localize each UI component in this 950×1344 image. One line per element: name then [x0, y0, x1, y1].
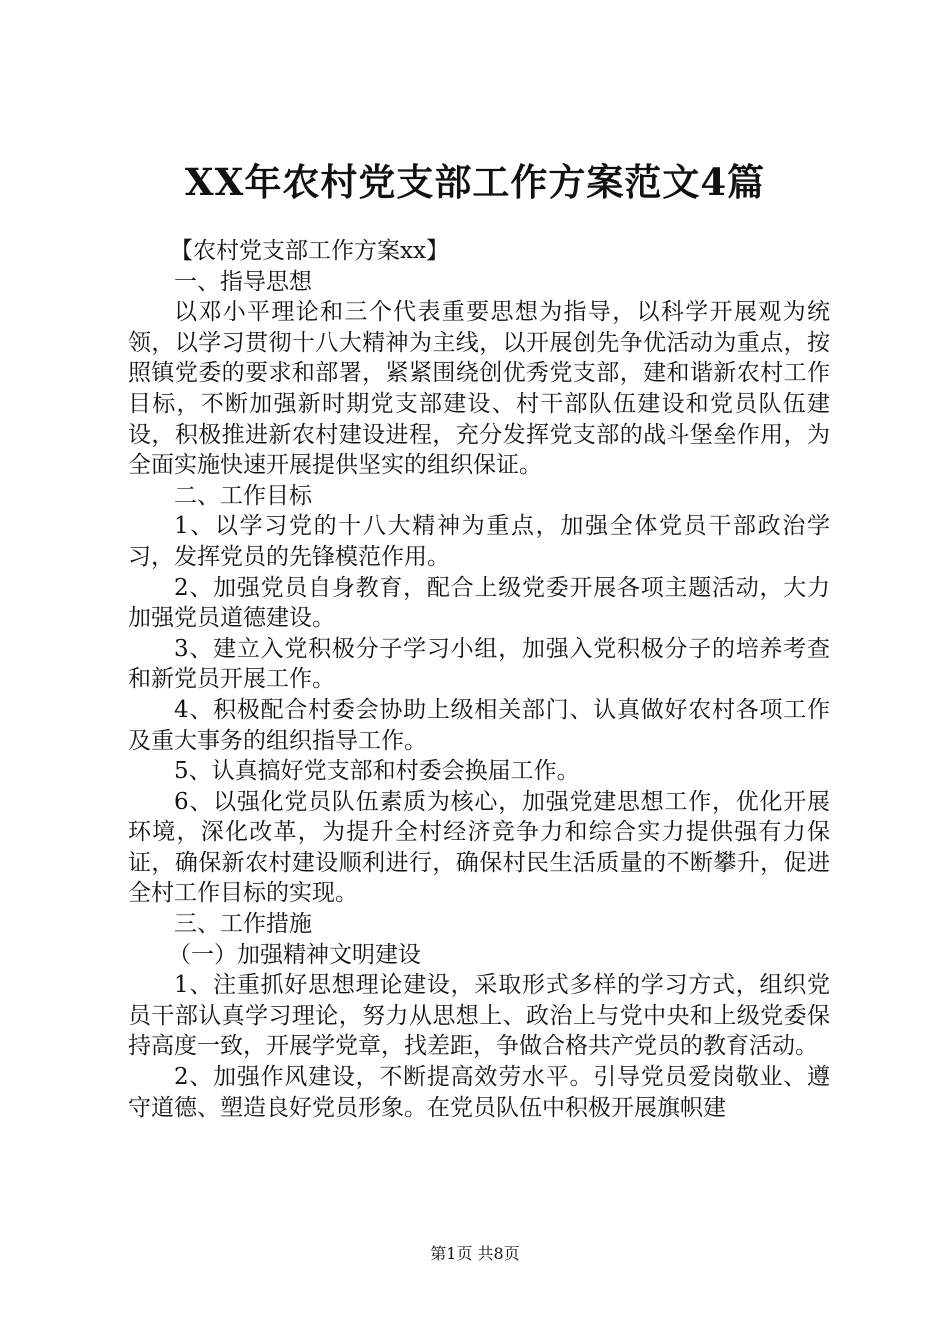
section-heading-work-measures: 三、工作措施 [174, 911, 312, 938]
page-number-footer: 第1页 共8页 [430, 1244, 520, 1263]
paragraph-goal-1: 1、以学习党的十八大精神为重点，加强全体党员干部政治学习，发挥党员的先锋模范作用。 [128, 513, 830, 570]
paragraph-goal-4: 4、积极配合村委会协助上级相关部门、认真做好农村各项工作及重大事务的组织指导工作。 [128, 696, 830, 754]
section-heading-guiding-thought: 一、指导思想 [174, 268, 312, 295]
section-heading-work-goals: 二、工作目标 [174, 482, 312, 509]
paragraph-measure-2: 2、加强作风建设，不断提高效劳水平。引导党员爱岗敬业、遵守道德、塑造良好党员形象。在党员队伍中积极开展旗帜建 [128, 1064, 830, 1121]
paragraph-goal-5: 5、认真搞好党支部和村委会换届工作。 [174, 758, 580, 785]
paragraph-goal-2: 2、加强党员自身教育，配合上级党委开展各项主题活动，大力加强党员道德建设。 [128, 574, 830, 632]
subsection-heading-spiritual-civilization: （一）加强精神文明建设 [168, 941, 421, 968]
paragraph-measure-1: 1、注重抓好思想理论建设，采取形式多样的学习方式，组织党员干部认真学习理论，努力从思想上、政治上与党中央和上级党委保持高度一致，开展学党章，找差距，争做合格共产党员的教育活动。 [128, 972, 830, 1060]
paragraph-goal-3: 3、建立入党积极分子学习小组，加强入党积极分子的培养考查和新党员开展工作。 [128, 635, 830, 693]
section-heading-plan: 【农村党支部工作方案xx】 [170, 238, 449, 264]
paragraph-goal-6: 6、以强化党员队伍素质为核心，加强党建思想工作，优化开展环境，深化改革，为提升全村经济竞争力和综合实力提供强有力保证，确保新农村建设顺利进行，确保村民生活质量的不断攀升，促进全村工作目标的实现。 [128, 788, 830, 907]
document-title: XX年农村党支部工作方案范文4篇 [184, 160, 766, 204]
document-body [128, 236, 830, 1123]
paragraph-guiding-thought: 以邓小平理论和三个代表重要思想为指导，以科学开展观为统领，以学习贯彻十八大精神为主线，以开展创先争优活动为重点，按照镇党委的要求和部署，紧紧围绕创优秀党支部，建和谐新农村工作目标，不断加强新时期党支部建设、村干部队伍建设和党员队伍建设，积极推进新农村建设进程，充分发挥党支部的战斗堡垒作用，为全面实施快速开展提供坚实的组织保证。 [128, 299, 830, 479]
